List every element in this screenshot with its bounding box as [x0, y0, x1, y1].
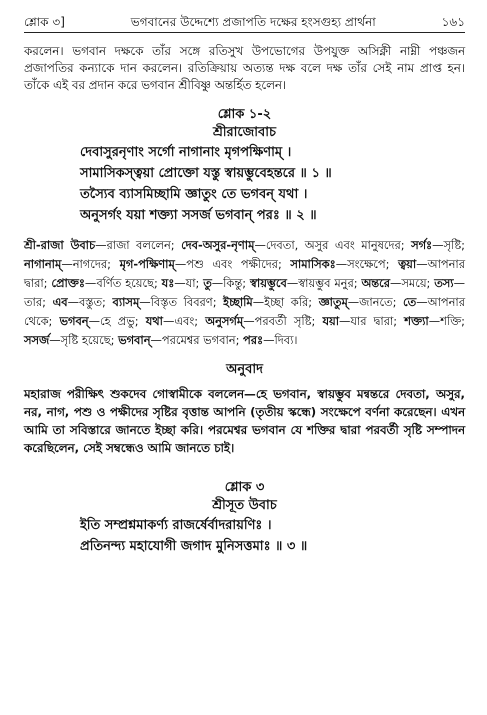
header-chapter-title: ভগবানের উদ্দেশ্যে প্রজাপতি দক্ষের হংসগুহ্য প্রার্থনা	[130, 15, 376, 29]
synonym-meaning: সময়ে	[401, 276, 427, 290]
running-header	[24, 0, 465, 30]
synonym-term: ত্বয়া	[398, 257, 417, 271]
synonym-meaning: আপনার দ্বারা	[24, 257, 465, 290]
synonym-meaning: কিন্তু	[223, 276, 243, 290]
synonym-meaning: পরমেশ্বর ভগবান	[161, 333, 236, 347]
synonym-term: তে	[403, 295, 417, 309]
synonym-meaning: জানতে	[359, 295, 393, 309]
header-verse-ref: শ্লোক ৩]	[24, 15, 65, 29]
verse-3-text	[24, 515, 465, 557]
synonym-meaning: সৃষ্টি	[443, 238, 462, 252]
synonym-meaning: সংক্ষেপে	[347, 257, 386, 271]
synonym-term: সসর্জ	[24, 333, 50, 347]
synonym-meaning: স্বায়ম্ভুব মনুর	[298, 276, 354, 290]
synonym-term: স্বায়ম্ভুবে	[249, 276, 287, 290]
synonym-meaning: যা	[185, 276, 196, 290]
synonym-term: যথা	[145, 314, 163, 328]
synonym-term: ভগবান্	[118, 333, 151, 347]
verse-line: সামাসিকস্ত্বয়া প্রোক্তো যস্তু স্বায়ম্ভুবেহন্তরে ॥ ১ ॥	[80, 166, 332, 181]
synonym-term: শ্রী-রাজা উবাচ	[24, 238, 96, 252]
synonym-meaning: যার দ্বারা	[350, 314, 394, 328]
verse-line: দেবাসুরনৃণাং সর্গো নাগানাং মৃগপক্ষিণাম্ ।	[80, 145, 292, 160]
translation-heading: অনুবাদ	[226, 362, 263, 377]
verse-heading-3: শ্লোক ৩	[224, 480, 265, 495]
synonym-term: ভগবন্	[59, 314, 89, 328]
synonym-meaning: বর্ণিত হয়েছে	[96, 276, 154, 290]
synonym-meaning: শক্তি	[440, 314, 462, 328]
verse-line: তস্যৈব ব্যাসমিচ্ছামি জ্ঞাতুং তে ভগবন্ যথা ।	[80, 187, 308, 202]
verse-1-2-text	[24, 142, 465, 226]
synonym-term: যঃ	[161, 276, 175, 290]
synonym-meaning: ইচ্ছা করি	[264, 295, 309, 309]
synonym-term: শক্ত্যা	[404, 314, 429, 328]
synonym-meaning: সৃষ্টি হয়েছে	[60, 333, 111, 347]
synonym-term: প্রোক্তঃ	[51, 276, 85, 290]
synonym-term: সামাসিকঃ	[290, 257, 336, 271]
synonym-meaning: তার	[24, 295, 43, 309]
verse-speaker-3: শ্রীসূত উবাচ	[212, 498, 277, 513]
verse-line: অনুসর্গং যয়া শক্ত্যা সসর্জ ভগবান্ পরঃ ॥ ২ ॥	[80, 208, 317, 223]
synonym-term: মৃগ-পক্ষিণাম্	[119, 257, 175, 271]
synonym-term: যয়া	[322, 314, 340, 328]
synonym-meaning: বস্তুত	[78, 295, 103, 309]
intro-paragraph: করলেন। ভগবান দক্ষকে তাঁর সঙ্গে রতিসুখ উপভোগের উপযুক্ত অসিক্নী নাম্নী পঞ্চজন প্রজাপতির কন্যাকে দান করলেন। রতিক্রিয়ায় অত্যন্ত দক্ষ বলে দক্ষ তাঁর সেই নাম প্রাপ্ত হন। তাঁকে এই বর প্রদান করে ভগবান শ্রীবিষ্ণু অন্তর্হিত হলেন।	[24, 44, 465, 92]
synonym-meaning: আপনার থেকে	[24, 295, 465, 328]
verse-line: ইতি সম্প্রশ্নমাকর্ণ্য রাজর্ষের্বাদরায়ণিঃ ।	[80, 518, 272, 533]
synonym-term: সর্গঃ	[411, 238, 433, 252]
synonym-meaning: হে প্রভু	[100, 314, 135, 328]
synonym-term: অন্তরে	[361, 276, 390, 290]
synonym-term: তস্য	[434, 276, 454, 290]
synonym-term: তু	[203, 276, 212, 290]
synonym-term: জ্ঞাতুম্	[318, 295, 348, 309]
synonym-meaning: দিব্য।	[274, 333, 298, 347]
verse-heading-1-2: শ্লোক ১-২	[217, 107, 272, 122]
synonym-meaning: রাজা বললেন	[106, 238, 171, 252]
synonym-term: দেব-অসুর-নৃণাম্	[181, 238, 255, 252]
synonym-meaning: পশু এবং পক্ষীদের	[186, 257, 278, 271]
synonym-meaning: দেবতা, অসুর এবং মানুষদের	[265, 238, 401, 252]
synonym-term: ইচ্ছামি	[223, 295, 253, 309]
synonym-term: পরঃ	[243, 333, 264, 347]
translation-text: মহারাজ পরীক্ষিৎ শুকদেব গোস্বামীকে বললেন—হে ভগবান, স্বায়ম্ভুব মন্বন্তরে দেবতা, অসুর, নর, নাগ, পশু ও পক্ষীদের সৃষ্টির বৃত্তান্ত আপনি (তৃতীয় স্কন্ধে) সংক্ষেপে বর্ণনা করেছেন। এখন আমি তা সবিস্তারে জানতে ইচ্ছা করি। পরমেশ্বর ভগবান যে শক্তির দ্বারা পরবর্তী সৃষ্টি সম্পাদন করেছিলেন, সেই সম্বন্ধেও আমি জানতে চাই।	[24, 387, 465, 455]
verse-line: প্রতিনন্দ্য মহাযোগী জগাদ মুনিসত্তমাঃ ॥ ৩ ॥	[80, 539, 308, 554]
page-number: ১৬১	[441, 15, 465, 29]
synonym-term: অনুসর্গম্	[205, 314, 244, 328]
synonym-term: নাগানাম্	[24, 257, 62, 271]
verse-speaker-1: শ্রীরাজোবাচ	[212, 125, 277, 140]
synonyms-paragraph: শ্রী-রাজা উবাচ—রাজা বললেন; দেব-অসুর-নৃণাম্—দেবতা, অসুর এবং মানুষদের; সর্গঃ—সৃষ্টি; নাগানাম্—নাগদের; মৃগ-পক্ষিণাম্—পশু এবং পক্ষীদের; সামাসিকঃ—সংক্ষেপে; ত্বয়া—আপনার দ্বারা; প্রোক্তঃ—বর্ণিত হয়েছে; যঃ—যা; তু—কিন্তু; স্বায়ম্ভুবে—স্বায়ম্ভুব মনুর; অন্তরে—সময়ে; তস্য—তার; এব—বস্তুত; ব্যাসম্—বিস্তৃত বিবরণ; ইচ্ছামি—ইচ্ছা করি; জ্ঞাতুম্—জানতে; তে—আপনার থেকে; ভগবন্—হে প্রভু; যথা—এবং; অনুসর্গম্—পরবর্তী সৃষ্টি; যয়া—যার দ্বারা; শক্ত্যা—শক্তি; সসর্জ—সৃষ্টি হয়েছে; ভগবান্—পরমেশ্বর ভগবান; পরঃ—দিব্য।	[24, 238, 465, 347]
synonym-term: ব্যাসম্	[112, 295, 140, 309]
synonym-meaning: পরবর্তী সৃষ্টি	[254, 314, 312, 328]
synonym-meaning: এবং	[174, 314, 195, 328]
synonym-meaning: নাগদের	[72, 257, 108, 271]
synonym-meaning: বিস্তৃত বিবরণ	[150, 295, 213, 309]
synonym-term: এব	[52, 295, 68, 309]
